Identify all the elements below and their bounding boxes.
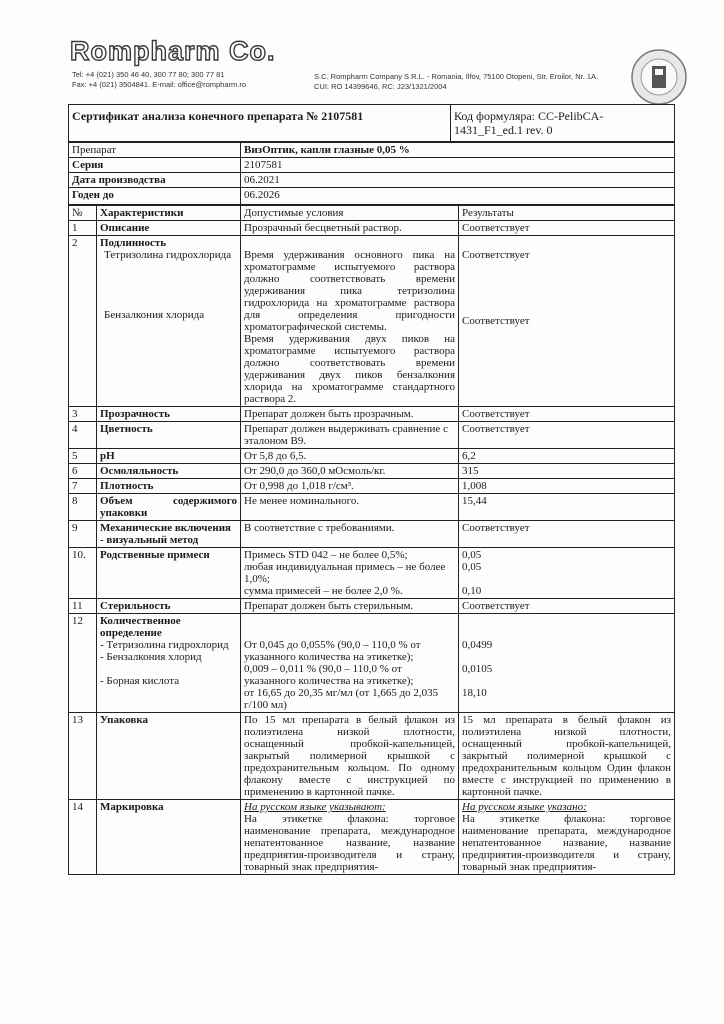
analysis-table [68, 205, 675, 875]
table-row [69, 407, 675, 422]
table-row [69, 800, 675, 875]
limits-part: От 0,045 до 0,055% (90,0 – 110,0 % от указанного количества на этикетке); [244, 639, 421, 663]
table-row [69, 713, 675, 800]
sub-characteristic: - Борная кислота [100, 675, 180, 687]
table-row [69, 221, 675, 236]
limits-part: 0,009 – 0,011 % (90,0 – 110,0 % от указанного количества на этикетке); [244, 663, 414, 687]
expiry-label: Годен до [69, 188, 241, 205]
registration-line: CUI: RO 14399646, RC: J23/1321/2004 [314, 82, 447, 91]
row-num: 14 [69, 800, 97, 875]
col-characteristic: Характеристики [97, 206, 241, 221]
row-num: 6 [69, 464, 97, 479]
row-characteristic: pH [97, 449, 241, 464]
result-part: 18,10 [462, 687, 487, 699]
contact-info [72, 70, 246, 90]
limits-part: от 16,65 до 20,35 мг/мл (от 1,665 до 2,035 г/100 мл) [244, 687, 439, 711]
row-num: 9 [69, 521, 97, 548]
row-limits: От 5,8 до 6,5. [241, 449, 459, 464]
row-characteristic [97, 236, 241, 407]
table-header-row [69, 206, 675, 221]
company-address [314, 72, 598, 92]
row-characteristic: Родственные примеси [97, 548, 241, 599]
result-part: На этикетке флакона: торговое наименование препарата, международное непатентованное название, название предприятия-производителя и страну, товарный знак предприятия- [462, 813, 671, 873]
table-row [69, 494, 675, 521]
row-characteristic-name: Подлинность [100, 237, 167, 249]
limits-part: Время удерживания основного пика на хроматограмме испытуемого раствора должно соответствовать времени удерживания пика тетризолина гидрохлорида на хроматограмме раствора для определения пригодности хроматографической системы. [244, 249, 455, 333]
certificate-title: Сертификат анализа конечного препарата № 2107581 [69, 105, 451, 142]
result-part: 0,0499 [462, 639, 493, 651]
result-part: 0,0105 [462, 663, 493, 675]
row-limits: В соответствие с требованиями. [241, 521, 459, 548]
row-result: 15,44 [459, 494, 675, 521]
row-characteristic: Описание [97, 221, 241, 236]
row-result: Соответствует [459, 221, 675, 236]
fax-line: Fax: +4 (021) 3504841. E-mail: office@rompharm.ro [72, 80, 247, 89]
row-limits: Не менее номинального. [241, 494, 459, 521]
row-result: Соответствует [459, 422, 675, 449]
row-characteristic [97, 614, 241, 713]
row-limits: Препарат должен выдерживать сравнение с эталоном B9. [241, 422, 459, 449]
table-row [69, 614, 675, 713]
series-value: 2107581 [241, 158, 675, 173]
result-part: 0,05 [462, 549, 482, 561]
row-result: 6,2 [459, 449, 675, 464]
col-num: № [69, 206, 97, 221]
row-characteristic: Осмоляльность [97, 464, 241, 479]
row-num: 12 [69, 614, 97, 713]
row-characteristic: Цветность [97, 422, 241, 449]
row-characteristic: Стерильность [97, 599, 241, 614]
row-result: 1,008 [459, 479, 675, 494]
row-num: 3 [69, 407, 97, 422]
row-result: 15 мл препарата в белый флакон из полиэтилена низкой плотности, оснащенный пробкой-капельницей, закрытый полимерной крышкой с предохранительным кольцом Один флакон вместе с инструкцией по применению в картонной пачке. [459, 713, 675, 800]
col-results: Результаты [459, 206, 675, 221]
address-line: S.C. Rompharm Company S.R.L. - Romania, Ilfov, 75100 Otopeni, Str. Eroilor, Nr. 1A. [314, 72, 599, 81]
row-num: 7 [69, 479, 97, 494]
row-result [459, 614, 675, 713]
limits-heading: На русском языке указывают: [244, 801, 386, 813]
table-row [69, 479, 675, 494]
result-heading: На русском языке указано: [462, 801, 587, 813]
product-info-table [68, 142, 675, 205]
formula-code: Код формуляра: CC-PelibCA-1431_F1_ed.1 rev. 0 [451, 105, 675, 142]
row-num: 13 [69, 713, 97, 800]
limits-part: любая индивидуальная примесь – не более 1,0%; [244, 561, 446, 585]
row-num: 1 [69, 221, 97, 236]
row-characteristic: Маркировка [97, 800, 241, 875]
table-row [69, 599, 675, 614]
row-num: 11 [69, 599, 97, 614]
row-characteristic: Объем содержимого упаковки [97, 494, 241, 521]
sub-characteristic: - Бензалкония хлорид [100, 651, 202, 663]
row-result: Соответствует [459, 599, 675, 614]
row-result [459, 548, 675, 599]
limits-part: Время удерживания двух пиков на хроматограмме испытуемого раствора должно соответствовать времени удерживания двух пиков бензалкония хлорида на хроматограмме стандартного раствора 2. [244, 333, 455, 405]
row-limits: От 290,0 до 360,0 мОсмоль/кг. [241, 464, 459, 479]
row-result: Соответствует [459, 407, 675, 422]
series-label: Серия [69, 158, 241, 173]
sub-characteristic: Бензалкония хлорида [104, 309, 205, 321]
limits-part: На этикетке флакона: торговое наименование препарата, международное непатентованное название, название предприятия-производителя и страну, товарный знак предприятия- [244, 813, 455, 873]
result-part: 0,05 [462, 561, 482, 573]
row-num: 5 [69, 449, 97, 464]
col-limits: Допустимые условия [241, 206, 459, 221]
row-limits: Препарат должен быть стерильным. [241, 599, 459, 614]
row-limits: Препарат должен быть прозрачным. [241, 407, 459, 422]
production-date-value: 06.2021 [241, 173, 675, 188]
row-characteristic: Упаковка [97, 713, 241, 800]
limits-part: Примесь STD 042 – не более 0,5%; [244, 549, 408, 561]
sub-characteristic: - Тетризолина гидрохлорид [100, 639, 229, 651]
sub-characteristic: Тетризолина гидрохлорида [104, 249, 232, 261]
row-limits: Прозрачный бесцветный раствор. [241, 221, 459, 236]
table-row [69, 236, 675, 407]
table-row [69, 548, 675, 599]
production-date-label: Дата производства [69, 173, 241, 188]
result-part: Соответствует [462, 249, 530, 261]
row-limits [241, 800, 459, 875]
table-row [69, 464, 675, 479]
row-num: 10. [69, 548, 97, 599]
expiry-value: 06.2026 [241, 188, 675, 205]
row-characteristic: Прозрачность [97, 407, 241, 422]
phone-line: Tel: +4 (021) 350 46 40, 300 77 80; 300 77 81 [72, 70, 225, 79]
row-num: 8 [69, 494, 97, 521]
row-limits: От 0,998 до 1,018 г/см³. [241, 479, 459, 494]
row-limits [241, 548, 459, 599]
row-limits [241, 236, 459, 407]
row-result: 315 [459, 464, 675, 479]
result-part: Соответствует [462, 315, 530, 327]
table-row [69, 449, 675, 464]
row-characteristic-name: Количественное определение [100, 615, 181, 639]
certificate-document [68, 104, 674, 875]
table-row [69, 422, 675, 449]
row-result [459, 800, 675, 875]
row-result [459, 236, 675, 407]
product-value: ВизОптик, капли глазные 0,05 % [241, 143, 675, 158]
result-part: 0,10 [462, 585, 482, 597]
row-result: Соответствует [459, 521, 675, 548]
table-row [69, 521, 675, 548]
row-characteristic: Плотность [97, 479, 241, 494]
row-num: 2 [69, 236, 97, 407]
row-limits [241, 614, 459, 713]
company-logo: Rompharm Co. [70, 36, 276, 66]
limits-part: сумма примесей – не более 2,0 %. [244, 585, 403, 597]
product-label: Препарат [69, 143, 241, 158]
row-characteristic: Механические включения - визуальный метод [97, 521, 241, 548]
row-limits: По 15 мл препарата в белый флакон из полиэтилена низкой плотности, оснащенный пробкой-капельницей, закрытый полимерной крышкой с предохранительным кольцом. По одному флакону вместе с инструкцией по применению в картонной пачке. [241, 713, 459, 800]
certification-seal-icon [630, 48, 688, 106]
row-num: 4 [69, 422, 97, 449]
certificate-header-table [68, 104, 675, 142]
